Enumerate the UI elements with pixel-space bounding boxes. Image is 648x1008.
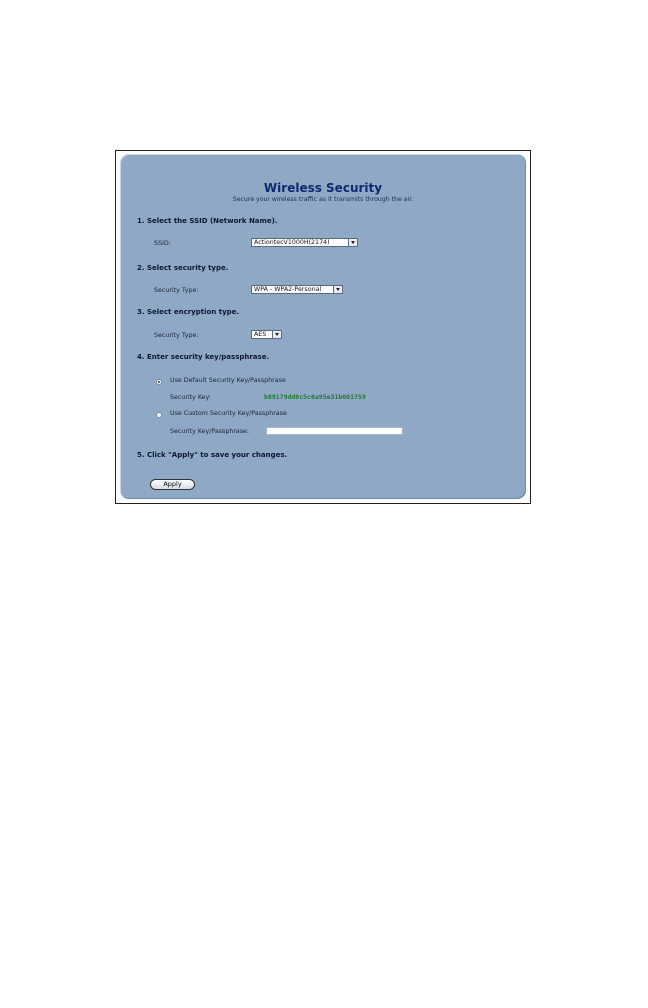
chevron-down-icon[interactable]	[348, 239, 357, 246]
custom-key-label: Use Custom Security Key/Passphrase	[170, 410, 287, 417]
encryption-value: AES	[254, 331, 267, 338]
apply-button[interactable]: Apply	[150, 479, 195, 490]
step-5-heading: 5. Click "Apply" to save your changes.	[137, 451, 288, 459]
custom-key-field-label: Security Key/Passphrase:	[170, 428, 250, 435]
chevron-down-icon[interactable]	[333, 286, 342, 293]
page-title: Wireless Security	[263, 181, 383, 195]
step-4-heading: 4. Enter security key/passphrase.	[137, 353, 270, 361]
security-type-value: WPA - WPA2-Personal	[254, 286, 322, 293]
encryption-label: Security Type:	[154, 332, 199, 339]
page-subtitle: Secure your wireless traffic as it transmits through the air.	[232, 196, 414, 203]
step-1-heading: 1. Select the SSID (Network Name).	[137, 217, 278, 225]
ssid-label: SSID:	[154, 240, 171, 247]
security-type-label: Security Type:	[154, 287, 199, 294]
encryption-select[interactable]	[251, 330, 282, 339]
custom-key-radio[interactable]	[156, 412, 162, 418]
custom-key-input[interactable]	[266, 427, 403, 435]
ssid-select-value: ActiontecV1000H(2174)	[254, 239, 330, 246]
default-key-radio[interactable]	[156, 379, 162, 385]
settings-frame	[115, 150, 531, 504]
ssid-select[interactable]	[251, 238, 358, 247]
step-3-heading: 3. Select encryption type.	[137, 308, 240, 316]
default-key-label: Use Default Security Key/Passphrase	[170, 377, 286, 384]
wireless-security-panel	[120, 154, 526, 499]
chevron-down-icon[interactable]	[272, 331, 281, 338]
security-key-label: Security Key:	[170, 394, 211, 401]
security-key-value: b89179dd0c5c0a95e31b001759	[264, 393, 366, 401]
security-type-select[interactable]	[251, 285, 343, 294]
step-2-heading: 2. Select security type.	[137, 264, 229, 272]
